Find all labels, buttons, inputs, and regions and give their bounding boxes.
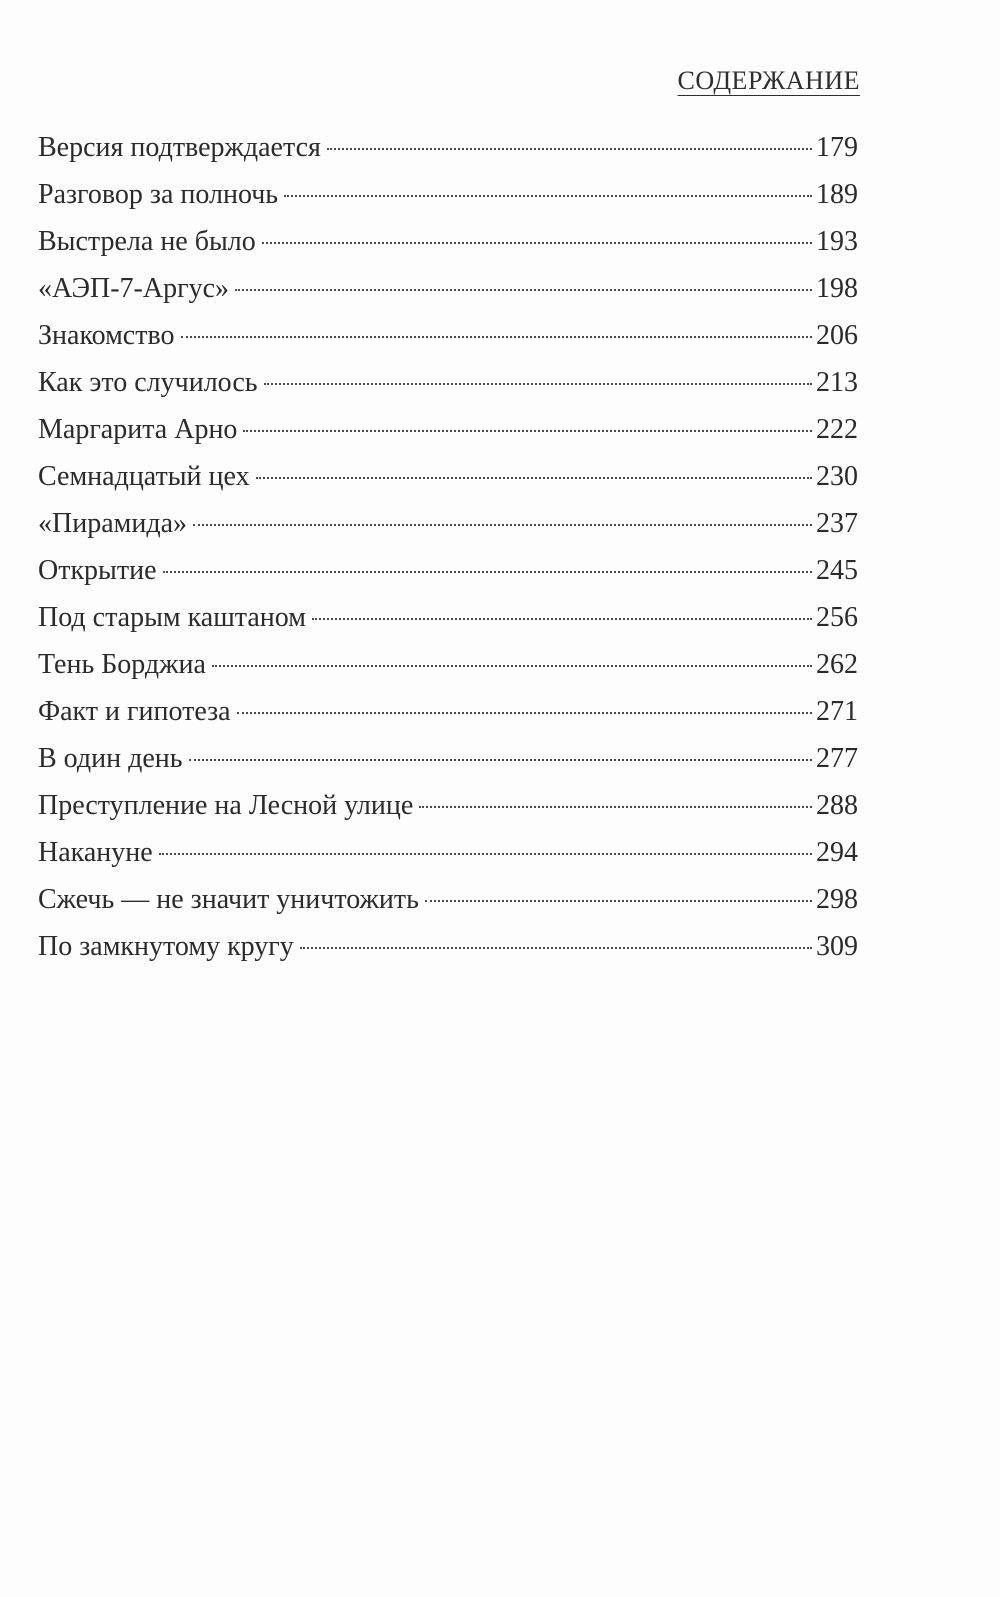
toc-dot-leader [163, 571, 812, 573]
toc-entry-title: Версия подтверждается [38, 132, 321, 163]
toc-entry [38, 222, 858, 269]
toc-entry-title: Под старым каштаном [38, 602, 306, 633]
toc-dot-leader [212, 665, 812, 667]
toc-entry-title: По замкнутому кругу [38, 931, 294, 962]
toc-dot-leader [243, 430, 812, 432]
toc-entry [38, 457, 858, 504]
toc-entry-page: 271 [816, 696, 858, 727]
toc-dot-leader [425, 900, 812, 902]
toc-entry-title: Разговор за полночь [38, 179, 279, 210]
toc-entry [38, 645, 858, 692]
toc-entry [38, 833, 858, 880]
table-of-contents [38, 128, 858, 974]
toc-dot-leader [193, 524, 812, 526]
toc-entry [38, 880, 858, 927]
toc-entry-page: 179 [816, 132, 858, 163]
toc-entry-title: Маргарита Арно [38, 414, 238, 445]
toc-dot-leader [284, 195, 812, 197]
toc-entry [38, 739, 858, 786]
toc-dot-leader [312, 618, 812, 620]
toc-entry-title: Знакомство [38, 320, 175, 351]
toc-entry [38, 128, 858, 175]
toc-entry-title: Как это случилось [38, 367, 258, 398]
toc-dot-leader [237, 712, 812, 714]
toc-entry-page: 262 [816, 649, 858, 680]
toc-entry-page: 277 [816, 743, 858, 774]
toc-entry-title: Преступление на Лесной улице [38, 790, 414, 821]
toc-entry-page: 213 [816, 367, 858, 398]
toc-entry [38, 927, 858, 974]
toc-entry-page: 256 [816, 602, 858, 633]
toc-entry-title: Сжечь — не значит уничтожить [38, 884, 419, 915]
toc-entry-page: 222 [816, 414, 858, 445]
toc-dot-leader [419, 806, 812, 808]
toc-entry-title: «Пирамида» [38, 508, 188, 539]
toc-entry-page: 206 [816, 320, 858, 351]
toc-entry-page: 189 [816, 179, 858, 210]
toc-entry-page: 309 [816, 931, 858, 962]
toc-entry [38, 551, 858, 598]
toc-entry [38, 786, 858, 833]
toc-dot-leader [159, 853, 812, 855]
toc-entry-title: Факт и гипотеза [38, 696, 231, 727]
toc-entry-page: 237 [816, 508, 858, 539]
toc-entry-page: 198 [816, 273, 858, 304]
toc-entry [38, 363, 858, 410]
toc-entry-title: Тень Борджиа [38, 649, 206, 680]
toc-dot-leader [181, 336, 813, 338]
toc-entry-page: 288 [816, 790, 858, 821]
toc-entry-title: Выстрела не было [38, 226, 256, 257]
toc-entry [38, 175, 858, 222]
toc-dot-leader [262, 242, 812, 244]
toc-entry-page: 294 [816, 837, 858, 868]
toc-entry [38, 410, 858, 457]
toc-entry [38, 316, 858, 363]
toc-entry-page: 298 [816, 884, 858, 915]
toc-entry-title: Открытие [38, 555, 157, 586]
toc-entry-page: 193 [816, 226, 858, 257]
toc-entry-page: 245 [816, 555, 858, 586]
toc-entry-title: Семнадцатый цех [38, 461, 250, 492]
toc-entry [38, 692, 858, 739]
toc-dot-leader [300, 947, 812, 949]
toc-entry-title: Накануне [38, 837, 153, 868]
toc-dot-leader [264, 383, 812, 385]
toc-entry-page: 230 [816, 461, 858, 492]
toc-entry [38, 504, 858, 551]
toc-entry [38, 598, 858, 645]
toc-dot-leader [327, 148, 812, 150]
running-head-title: СОДЕРЖАНИЕ [677, 66, 860, 95]
toc-dot-leader [189, 759, 812, 761]
toc-entry [38, 269, 858, 316]
toc-dot-leader [256, 477, 812, 479]
toc-dot-leader [235, 289, 812, 291]
toc-entry-title: В один день [38, 743, 183, 774]
toc-entry-title: «АЭП-7-Аргус» [38, 273, 230, 304]
